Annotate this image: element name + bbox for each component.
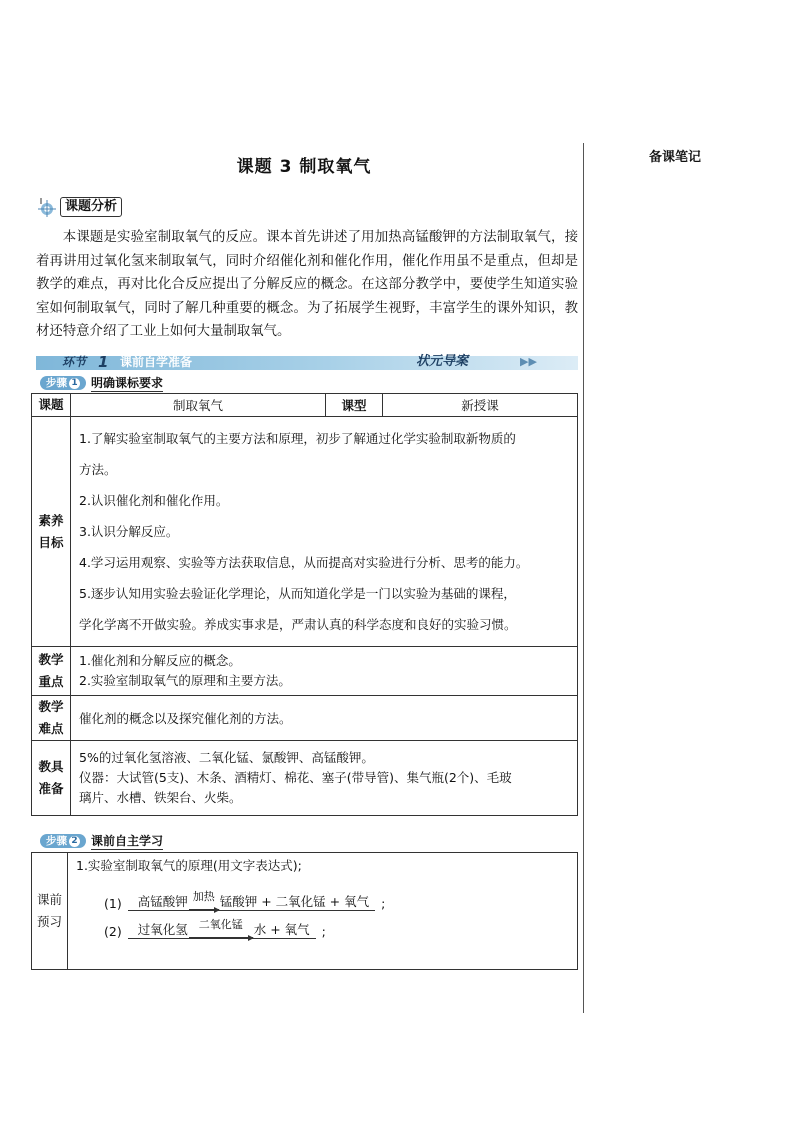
reaction-arrow xyxy=(189,919,253,938)
list-item: 1.了解实验室制取氧气的主要方法和原理，初步了解通过化学实验制取新物质的 xyxy=(79,431,516,446)
step-badge-text: 步骤 xyxy=(46,835,67,847)
bulb-icon xyxy=(36,197,62,217)
eq-answer xyxy=(128,891,375,911)
key-points-head: 教学重点 xyxy=(32,647,71,696)
topic-head: 课题 xyxy=(32,394,71,417)
eq-index: (1) xyxy=(104,896,122,911)
goals-head: 素养目标 xyxy=(32,417,71,647)
table-row xyxy=(32,741,578,816)
preview-table xyxy=(31,852,578,970)
step-badge xyxy=(40,834,86,848)
equation-2 xyxy=(104,919,326,939)
list-item: 4.学习运用观察、实验等方法获取信息，从而提高对实验进行分析、思考的能力。 xyxy=(79,555,529,570)
step-label: 明确课标要求 xyxy=(91,376,164,390)
arrow-condition: 二氧化锰 xyxy=(198,918,243,931)
list-item: 仪器：大试管(5支)、木条、酒精灯、棉花、塞子(带导管)、集气瓶(2个)、毛玻 xyxy=(79,770,512,785)
preview-intro: 1.实验室制取氧气的原理(用文字表达式); xyxy=(76,858,302,873)
list-item: 5.逐步认知用实验去验证化学理论，从而知道化学是一门以实验为基础的课程， xyxy=(79,586,516,601)
topic-value: 制取氧气 xyxy=(71,394,326,417)
list-item: 5%的过氧化氢溶液、二氧化锰、氯酸钾、高锰酸钾。 xyxy=(79,750,374,765)
table-row xyxy=(32,417,578,647)
equation-1 xyxy=(104,891,385,911)
list-item: 方法。 xyxy=(79,462,117,477)
analysis-tag xyxy=(36,197,122,217)
step-label: 课前自主学习 xyxy=(91,834,164,848)
preview-body xyxy=(68,853,578,970)
eq-end: ; xyxy=(381,896,386,911)
list-item: 学化学离不开做实验。养成实事求是，严肃认真的科学态度和良好的实验习惯。 xyxy=(79,617,517,632)
list-item: 璃片、水槽、铁架台、火柴。 xyxy=(79,790,242,805)
step-number: 2 xyxy=(69,836,80,847)
step-2 xyxy=(40,833,163,849)
eq-end: ; xyxy=(321,924,326,939)
table-row xyxy=(32,696,578,741)
banner-huanjie: 环节 xyxy=(62,355,87,369)
preview-head: 课前预习 xyxy=(32,853,68,970)
notes-header: 备课笔记 xyxy=(648,150,701,165)
analysis-label: 课题分析 xyxy=(60,197,122,217)
step-badge-text: 步骤 xyxy=(46,377,67,389)
banner-title: 课前自学准备 xyxy=(120,355,193,369)
key-points-list xyxy=(71,647,578,696)
table-row xyxy=(32,853,578,970)
eq-products: 水 + 氧气 xyxy=(253,922,310,937)
banner-number: 1 xyxy=(98,353,109,371)
arrow-line xyxy=(189,931,253,938)
arrow-condition: 加热 xyxy=(192,890,215,903)
table-row xyxy=(32,394,578,417)
eq-index: (2) xyxy=(104,924,122,939)
difficulties-head: 教学难点 xyxy=(32,696,71,741)
arrow-line xyxy=(189,903,219,910)
materials-head: 教具准备 xyxy=(32,741,71,816)
list-item: 2.认识催化剂和催化作用。 xyxy=(79,493,229,508)
banner-right-title: 状元导案 xyxy=(416,354,469,369)
list-item: 1.催化剂和分解反应的概念。 xyxy=(79,653,241,668)
type-head: 课型 xyxy=(326,394,383,417)
eq-answer xyxy=(128,919,316,939)
goals-list xyxy=(71,417,578,647)
list-item: 2.实验室制取氧气的原理和主要方法。 xyxy=(79,673,291,688)
step-number: 1 xyxy=(69,378,80,389)
banner-bar xyxy=(36,356,578,370)
difficulties-text: 催化剂的概念以及探究催化剂的方法。 xyxy=(71,696,578,741)
step-badge xyxy=(40,376,86,390)
step-1 xyxy=(40,375,163,391)
list-item: 3.认识分解反应。 xyxy=(79,524,179,539)
table-row xyxy=(32,647,578,696)
banner-arrows-icon: ▶▶ xyxy=(520,355,537,368)
requirements-table xyxy=(31,393,578,816)
eq-reactant: 过氧化氢 xyxy=(137,922,188,937)
materials-list xyxy=(71,741,578,816)
type-value: 新授课 xyxy=(383,394,578,417)
page-title: 课题 3 制取氧气 xyxy=(236,157,372,177)
eq-products: 锰酸钾 + 二氧化锰 + 氧气 xyxy=(219,894,370,909)
section-banner xyxy=(36,352,578,372)
notes-divider-line xyxy=(583,143,584,1013)
reaction-arrow xyxy=(189,891,219,910)
eq-reactant: 高锰酸钾 xyxy=(137,894,188,909)
analysis-paragraph: 本课题是实验室制取氧气的反应。课本首先讲述了用加热高锰酸钾的方法制取氧气，接着再讲用过氧化氢来制取氧气，同时介绍催化剂和催化作用，催化作用虽不是重点，但却是教学的难点，再对比化合反应提出了分解反应的概念。在这部分教学中，要使学生知道实验室如何制取氧气，同时了解几种重要的概念。为了拓展学生视野，丰富学生的课外知识，教材还特意介绍了工业上如何大量制取氧气。 xyxy=(36,230,578,340)
